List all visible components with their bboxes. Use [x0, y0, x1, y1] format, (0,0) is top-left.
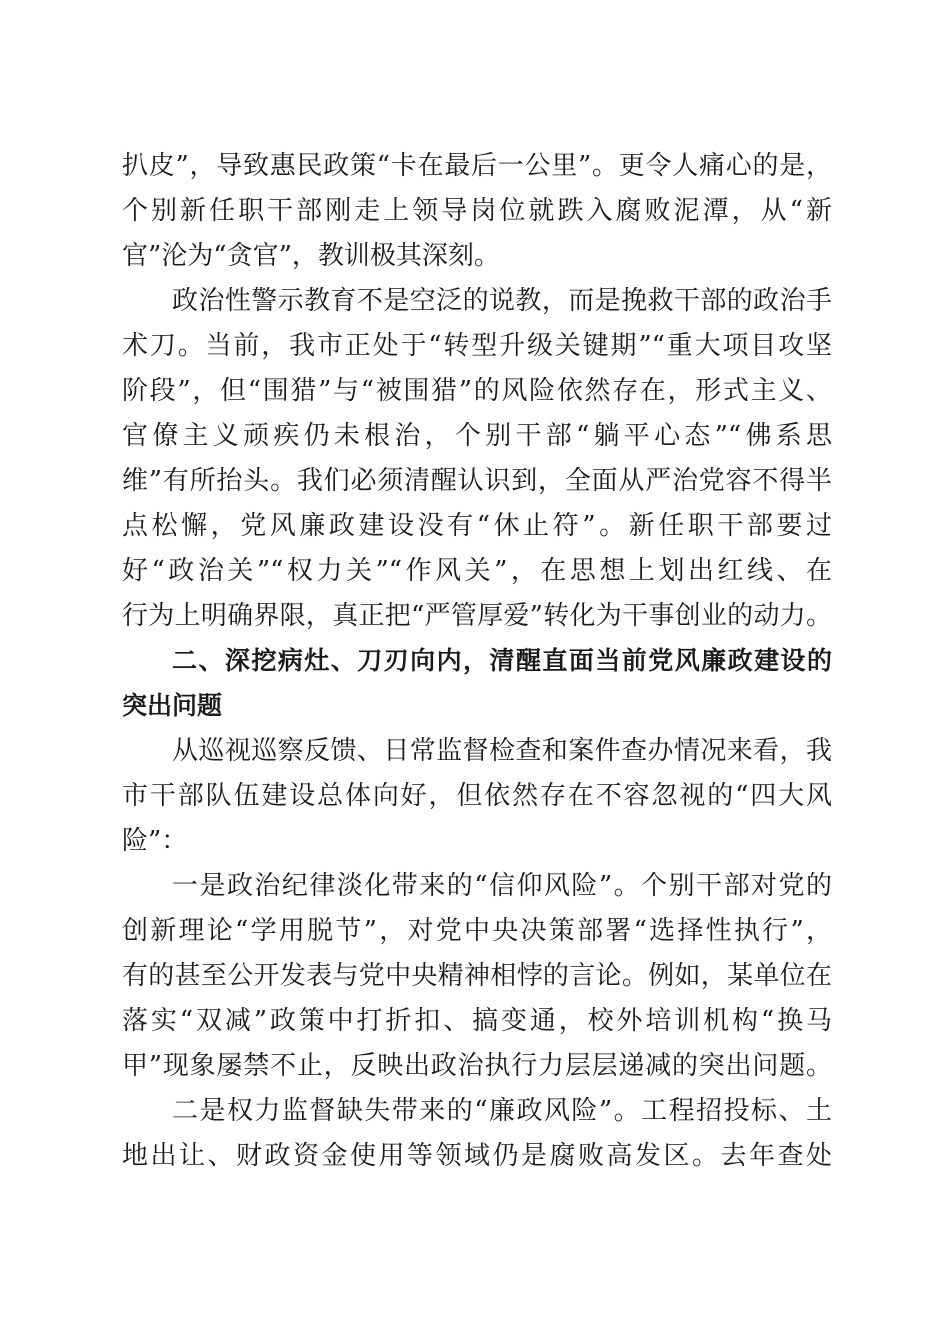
body-text-line: 有的甚至公开发表与党中央精神相悖的言论。例如，某单位在: [122, 961, 832, 991]
body-text-line: 点松懈，党风廉政建设没有“休止符”。新任职干部要过: [122, 511, 832, 541]
body-text-line: 落实“双减”政策中打折扣、搞变通，校外培训机构“换马: [122, 1006, 832, 1036]
body-text-line: 行为上明确界限，真正把“严管厚爱”转化为干事创业的动力。: [122, 601, 832, 631]
body-text-line: 好“政治关”“权力关”“作风关”，在思想上划出红线、在: [122, 556, 832, 586]
section-heading-continuation: 突出问题: [122, 691, 223, 720]
body-text-line: 市干部队伍建设总体向好，但依然存在不容忽视的“四大风: [122, 781, 832, 811]
body-text-line: 阶段”，但“围猎”与“被围猎”的风险依然存在，形式主义、: [122, 376, 832, 406]
body-text-line: 官”沦为“贪官”，教训极其深刻。: [122, 241, 500, 271]
paragraph-first-line: 从巡视巡察反馈、日常监督检查和案件查办情况来看，我: [172, 736, 832, 766]
body-text-line: 创新理论“学用脱节”，对党中央决策部署“选择性执行”，: [122, 916, 832, 946]
paragraph-first-line: 二是权力监督缺失带来的“廉政风险”。工程招投标、土: [172, 1096, 832, 1126]
body-text-line: 个别新任职干部刚走上领导岗位就跌入腐败泥潭，从“新: [122, 196, 832, 226]
section-heading: 二、深挖病灶、刀刃向内，清醒直面当前党风廉政建设的: [172, 646, 832, 675]
body-text-line: 扒皮”，导致惠民政策“卡在最后一公里”。更令人痛心的是，: [122, 151, 832, 181]
body-text-line: 险”：: [122, 826, 188, 856]
body-text-line: 甲”现象屡禁不止，反映出政治执行力层层递减的突出问题。: [122, 1051, 832, 1081]
paragraph-first-line: 政治性警示教育不是空泛的说教，而是挽救干部的政治手: [172, 286, 832, 316]
paragraph-first-line: 一是政治纪律淡化带来的“信仰风险”。个别干部对党的: [172, 871, 832, 901]
body-text-line: 地出让、财政资金使用等领域仍是腐败高发区。去年查处: [122, 1141, 832, 1171]
body-text-line: 维”有所抬头。我们必须清醒认识到，全面从严治党容不得半: [122, 466, 832, 496]
body-text-line: 术刀。当前，我市正处于“转型升级关键期”“重大项目攻坚: [122, 331, 832, 361]
body-text-line: 官僚主义顽疾仍未根治，个别干部“躺平心态”“佛系思: [122, 421, 832, 451]
